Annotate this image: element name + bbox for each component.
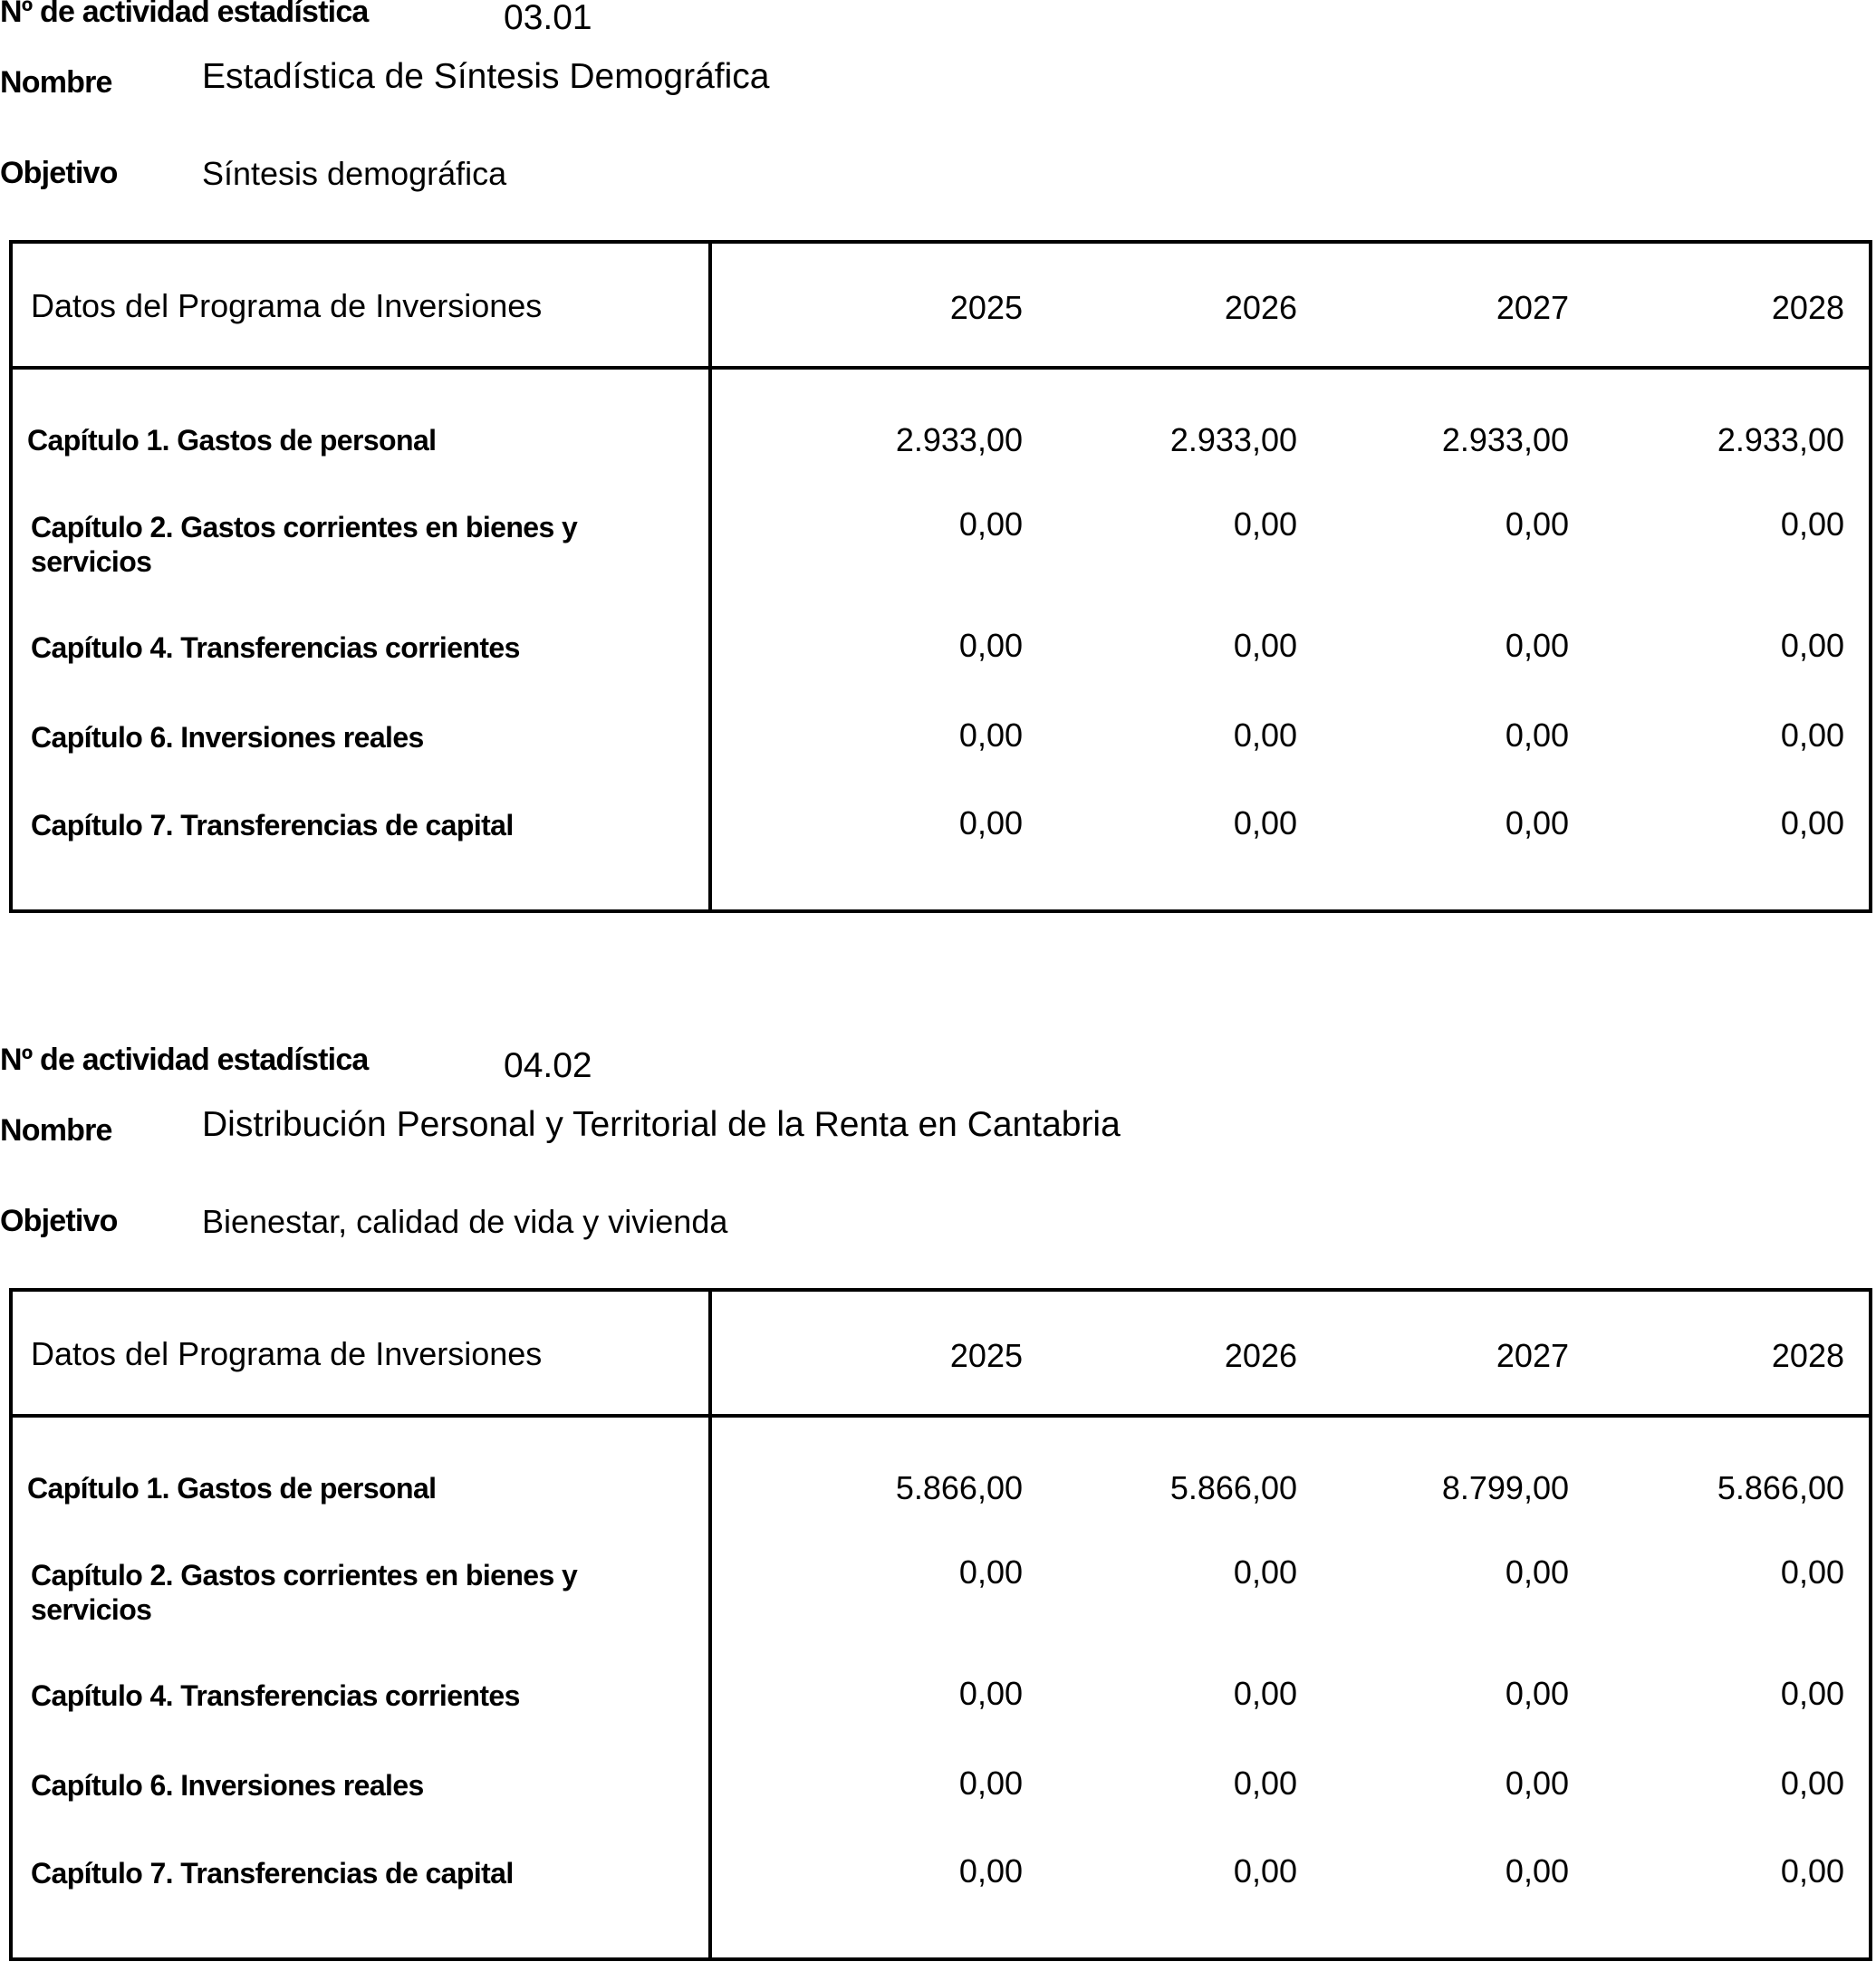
row-label: Capítulo 7. Transferencias de capital	[31, 1857, 514, 1890]
table-cell: 0,00	[1233, 1852, 1297, 1890]
year-header: 2025	[949, 289, 1023, 326]
table-cell: 2.933,00	[1169, 421, 1297, 458]
activity-number-value: 04.02	[504, 1046, 592, 1085]
table-cell: 0,00	[1233, 505, 1297, 543]
year-header: 2027	[1496, 289, 1569, 326]
objetivo-label: Objetivo	[0, 1204, 118, 1238]
table-header-label: Datos del Programa de Inversiones	[31, 1335, 543, 1372]
row-label: Capítulo 7. Transferencias de capital	[31, 809, 514, 841]
objetivo-label: Objetivo	[0, 156, 118, 190]
table-cell: 0,00	[1233, 804, 1297, 841]
activity-number-value: 03.01	[504, 0, 592, 37]
table-cell: 0,00	[958, 1852, 1023, 1890]
row-label: Capítulo 1. Gastos de personal	[27, 1472, 437, 1505]
table-cell: 0,00	[1505, 1675, 1569, 1712]
objetivo-value: Bienestar, calidad de vida y vivienda	[202, 1203, 728, 1240]
table-cell: 0,00	[1780, 505, 1844, 543]
year-header: 2027	[1496, 1337, 1569, 1374]
activity-number-label: Nº de actividad estadística	[0, 0, 369, 29]
header-divider	[13, 1414, 1869, 1418]
investment-table	[9, 1288, 1872, 1961]
table-cell: 0,00	[1505, 627, 1569, 664]
table-cell: 0,00	[958, 1553, 1023, 1591]
row-label: Capítulo 4. Transferencias corrientes	[31, 631, 520, 664]
table-cell: 0,00	[958, 505, 1023, 543]
table-cell: 0,00	[1780, 627, 1844, 664]
year-header: 2026	[1224, 1337, 1297, 1374]
table-cell: 0,00	[1233, 1765, 1297, 1802]
table-cell: 0,00	[958, 716, 1023, 754]
activity-block	[0, 1043, 1876, 1981]
table-cell: 8.799,00	[1441, 1469, 1569, 1506]
table-cell: 0,00	[1780, 1765, 1844, 1802]
activity-number-label: Nº de actividad estadística	[0, 1043, 369, 1077]
table-header-label: Datos del Programa de Inversiones	[31, 287, 543, 324]
row-label: Capítulo 2. Gastos corrientes en bienes y servicios	[31, 511, 578, 578]
year-header: 2026	[1224, 289, 1297, 326]
table-cell: 0,00	[1233, 1553, 1297, 1591]
row-label: Capítulo 6. Inversiones reales	[31, 721, 424, 754]
table-cell: 0,00	[1780, 1553, 1844, 1591]
nombre-value: Estadística de Síntesis Demográfica	[202, 57, 770, 96]
nombre-label: Nombre	[0, 1113, 112, 1148]
activity-block	[0, 0, 1876, 933]
column-divider	[708, 1292, 712, 1957]
table-cell: 0,00	[1780, 716, 1844, 754]
table-cell: 0,00	[958, 1765, 1023, 1802]
header-divider	[13, 366, 1869, 370]
objetivo-value: Síntesis demográfica	[202, 155, 507, 192]
nombre-value: Distribución Personal y Territorial de la Renta en Cantabria	[202, 1105, 1121, 1144]
table-cell: 0,00	[1505, 1553, 1569, 1591]
year-header: 2025	[949, 1337, 1023, 1374]
table-cell: 0,00	[958, 627, 1023, 664]
table-cell: 0,00	[1780, 804, 1844, 841]
row-label: Capítulo 1. Gastos de personal	[27, 424, 437, 457]
year-header: 2028	[1771, 1337, 1844, 1374]
table-cell: 5.866,00	[895, 1469, 1023, 1506]
column-divider	[708, 244, 712, 909]
table-cell: 0,00	[1780, 1675, 1844, 1712]
table-cell: 0,00	[958, 804, 1023, 841]
table-cell: 0,00	[1233, 627, 1297, 664]
table-cell: 0,00	[958, 1675, 1023, 1712]
table-cell: 0,00	[1780, 1852, 1844, 1890]
table-cell: 0,00	[1233, 1675, 1297, 1712]
table-cell: 0,00	[1233, 716, 1297, 754]
table-cell: 0,00	[1505, 804, 1569, 841]
table-cell: 5.866,00	[1169, 1469, 1297, 1506]
table-cell: 2.933,00	[1717, 421, 1844, 458]
table-cell: 2.933,00	[895, 421, 1023, 458]
nombre-label: Nombre	[0, 65, 112, 100]
table-cell: 0,00	[1505, 505, 1569, 543]
table-cell: 5.866,00	[1717, 1469, 1844, 1506]
row-label: Capítulo 2. Gastos corrientes en bienes y servicios	[31, 1559, 578, 1626]
table-cell: 0,00	[1505, 1852, 1569, 1890]
investment-table	[9, 240, 1872, 913]
year-header: 2028	[1771, 289, 1844, 326]
row-label: Capítulo 6. Inversiones reales	[31, 1769, 424, 1802]
table-cell: 0,00	[1505, 1765, 1569, 1802]
table-cell: 2.933,00	[1441, 421, 1569, 458]
row-label: Capítulo 4. Transferencias corrientes	[31, 1679, 520, 1712]
table-cell: 0,00	[1505, 716, 1569, 754]
